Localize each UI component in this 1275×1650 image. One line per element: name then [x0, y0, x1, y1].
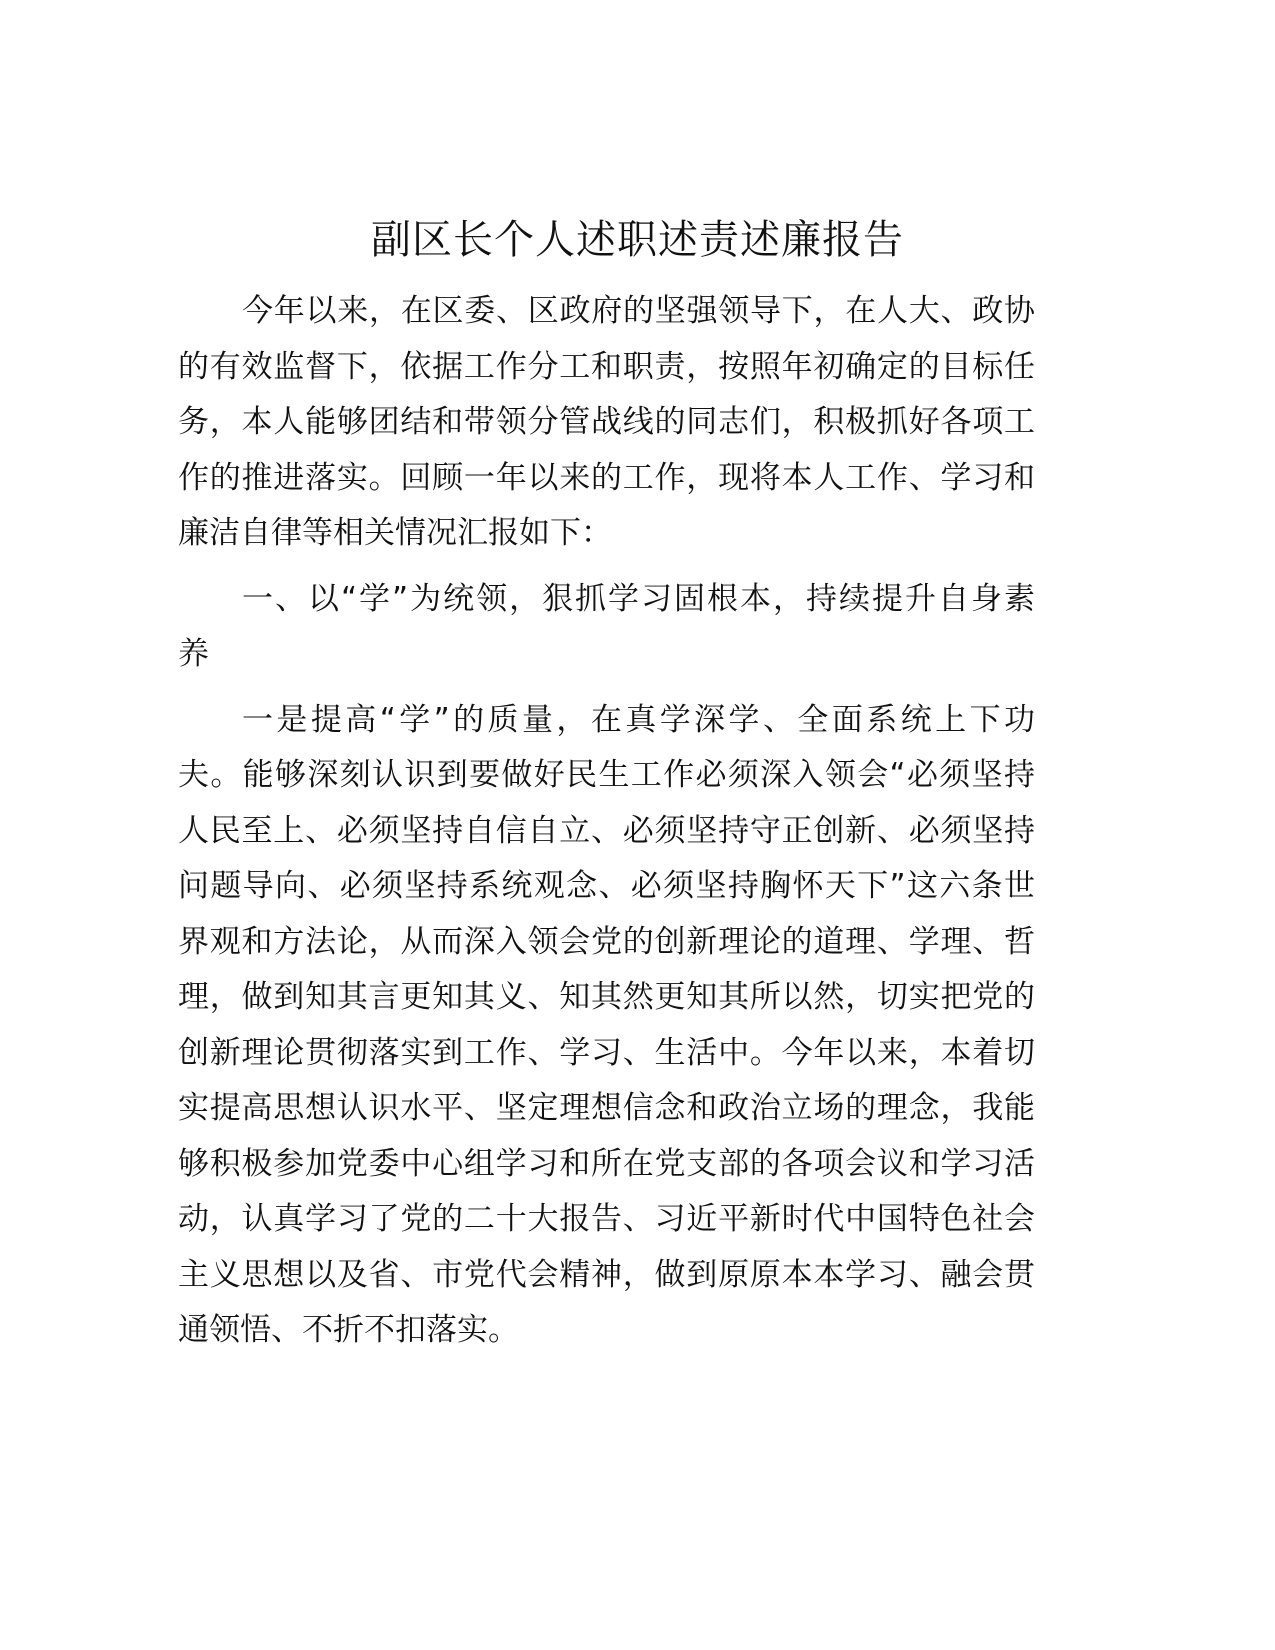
paragraph-line: 一是提高“学”的质量，在真学深学、全面系统上下功 [242, 701, 1035, 738]
paragraph-line: 主义思想以及省、市党代会精神，做到原原本本学习、融会贯 [178, 1256, 1035, 1293]
paragraph-line: 实提高思想认识水平、坚定理想信念和政治立场的理念，我能 [178, 1090, 1035, 1126]
paragraph-line: 夫。能够深刻认识到要做好民生工作必须深入领会“必须坚持 [178, 757, 1035, 793]
paragraph-line: 通领悟、不折不扣落实。 [178, 1312, 519, 1348]
paragraph-line: 今年以来，在区委、区政府的坚强领导下，在人大、政协 [242, 293, 1035, 329]
paragraph-line: 理，做到知其言更知其义、知其然更知其所以然，切实把党的 [178, 979, 1035, 1015]
paragraph-line: 够积极参加党委中心组学习和所在党支部的各项会议和学习活 [178, 1145, 1035, 1182]
paragraph-line: 的有效监督下，依据工作分工和职责，按照年初确定的目标任 [178, 348, 1035, 385]
paragraph-line: 界观和方法论，从而深入领会党的创新理论的道理、学理、哲 [178, 923, 1035, 960]
paragraph-line: 养 [178, 636, 209, 672]
paragraph [178, 572, 1035, 683]
paragraph-line: 廉洁自律等相关情况汇报如下： [178, 515, 612, 551]
paragraph-line: 一、以“学”为统领，狠抓学习固根本，持续提升自身素 [242, 580, 1035, 617]
paragraph [178, 284, 1035, 562]
paragraph-line: 创新理论贯彻落实到工作、学习、生活中。今年以来，本着切 [178, 1034, 1035, 1071]
paragraph-line: 问题导向、必须坚持系统观念、必须坚持胸怀天下”这六条世 [178, 868, 1035, 904]
paragraph-line: 动，认真学习了党的二十大报告、习近平新时代中国特色社会 [178, 1201, 1035, 1237]
document-body [178, 284, 1035, 1369]
paragraph-line: 作的推进落实。回顾一年以来的工作，现将本人工作、学习和 [178, 459, 1035, 496]
paragraph-line: 人民至上、必须坚持自信自立、必须坚持守正创新、必须坚持 [178, 812, 1035, 849]
document-title: 副区长个人述职述责述廉报告 [371, 217, 904, 263]
paragraph-line: 务，本人能够团结和带领分管战线的同志们，积极抓好各项工 [178, 404, 1035, 440]
paragraph [178, 693, 1035, 1359]
